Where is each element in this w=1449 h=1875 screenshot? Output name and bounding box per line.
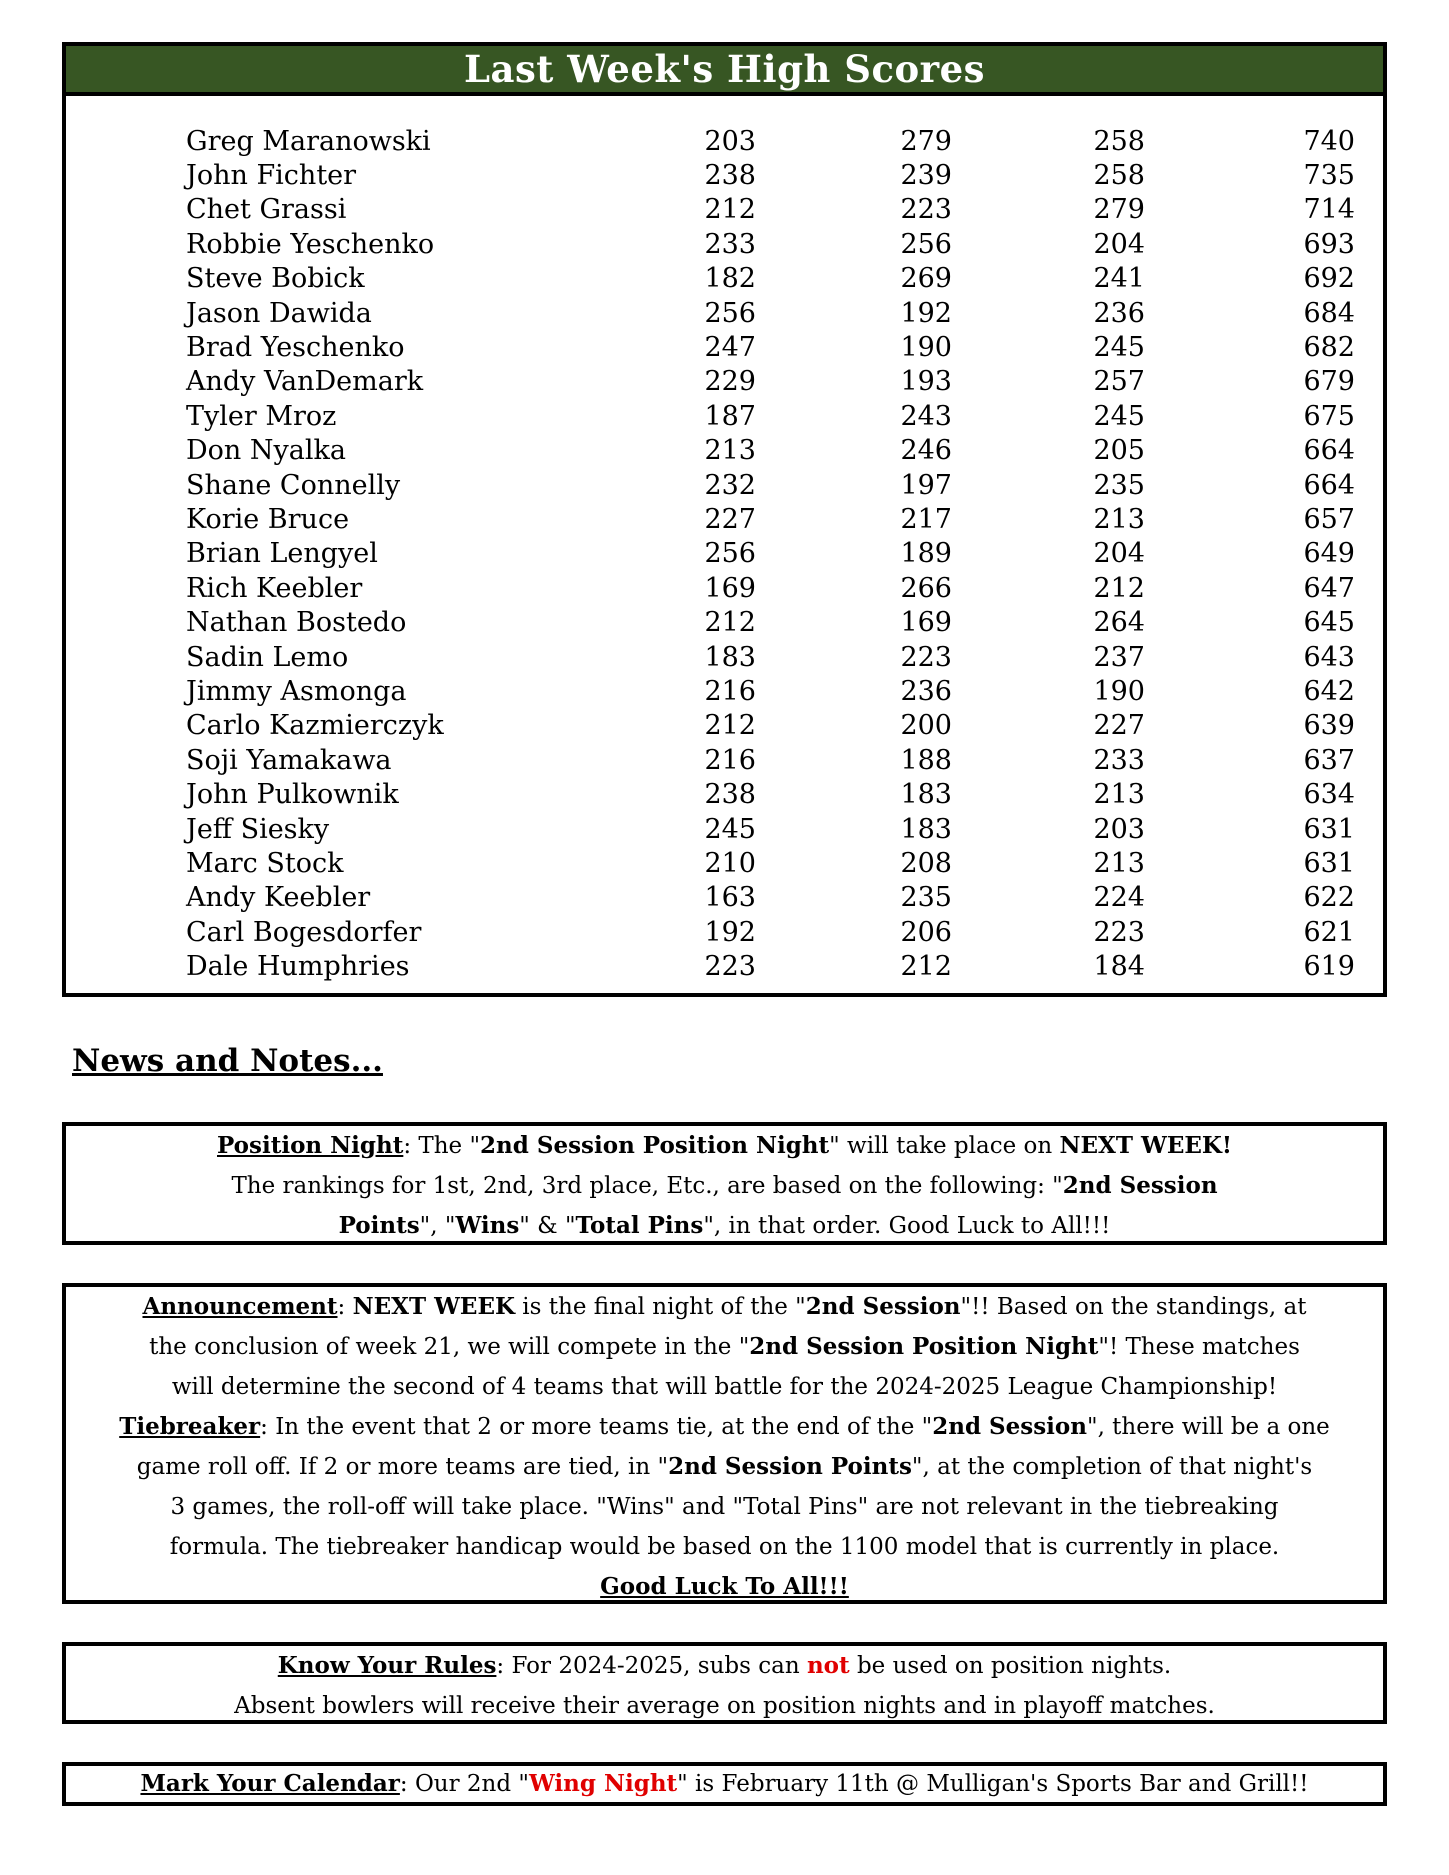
series-total: 649 [1303,538,1355,570]
note-text: "! These matches [1098,1334,1300,1360]
game-2-score: 235 [900,882,952,914]
note-emphasis: 2nd Session [805,1293,961,1320]
high-scores-table [186,124,1366,984]
series-total: 664 [1303,469,1355,501]
note-text: : Our 2nd " [399,1771,529,1797]
note-label: Know Your Rules [277,1652,497,1679]
series-total: 735 [1303,160,1355,192]
game-1-score: 238 [704,779,756,811]
note-line [66,1567,1383,1607]
note-emphasis: not [806,1652,850,1679]
score-row [186,674,1366,708]
series-total: 714 [1303,194,1355,226]
calendar-text [66,1766,1383,1802]
bowler-name: Brian Lengyel [186,538,378,570]
game-3-score: 204 [1093,228,1145,260]
score-row [186,640,1366,674]
game-2-score: 223 [900,194,952,226]
note-label: Announcement [142,1293,338,1320]
game-2-score: 212 [900,951,952,983]
game-1-score: 245 [704,813,756,845]
note-text: the conclusion of week 21, we will compete in the " [149,1334,750,1360]
note-text: formula. The tiebreaker handicap would be based on the 1100 model that is currently in place. [169,1534,1280,1560]
score-row [186,881,1366,915]
bowler-name: Steve Bobick [186,263,365,295]
game-2-score: 239 [900,160,952,192]
series-total: 679 [1303,366,1355,398]
bowler-name: Korie Bruce [186,503,350,535]
note-text: " will take place on [829,1133,1060,1159]
bowler-name: Don Nyalka [186,435,346,467]
game-3-score: 212 [1093,572,1145,604]
note-text: Absent bowlers will receive their average on position nights and in playoff matches. [234,1693,1215,1719]
note-line [66,1206,1383,1246]
game-1-score: 227 [704,503,756,535]
game-2-score: 206 [900,916,952,948]
note-emphasis: 2nd Session Position Night [480,1132,830,1159]
game-2-score: 192 [900,297,952,329]
note-label: Position Night [217,1132,404,1159]
game-3-score: 241 [1093,263,1145,295]
score-row [186,468,1366,502]
bowler-name: Chet Grassi [186,194,347,226]
note-text: ", in that order. Good Luck to All!!! [703,1213,1111,1239]
score-row [186,812,1366,846]
game-3-score: 258 [1093,160,1145,192]
note-line [66,1487,1383,1527]
note-emphasis: NEXT WEEK! [1059,1132,1232,1159]
game-3-score: 213 [1093,779,1145,811]
score-row [186,571,1366,605]
note-text: : For 2024-2025, subs can [496,1653,807,1679]
game-1-score: 212 [704,607,756,639]
score-row [186,777,1366,811]
note-line [66,1527,1383,1567]
high-scores-title: Last Week's High Scores [66,46,1383,96]
game-3-score: 190 [1093,675,1145,707]
game-3-score: 237 [1093,641,1145,673]
series-total: 682 [1303,332,1355,364]
score-row [186,262,1366,296]
bowler-name: Shane Connelly [186,469,401,501]
note-line [66,1686,1383,1726]
game-2-score: 189 [900,538,952,570]
bowler-name: Brad Yeschenko [186,332,405,364]
note-text: will determine the second of 4 teams that will battle for the 2024-2025 League Championship! [171,1374,1278,1400]
note-emphasis: Wins [455,1212,520,1239]
series-total: 637 [1303,744,1355,776]
game-3-score: 227 [1093,710,1145,742]
series-total: 692 [1303,263,1355,295]
game-3-score: 223 [1093,916,1145,948]
score-row [186,296,1366,330]
score-row [186,193,1366,227]
game-2-score: 246 [900,435,952,467]
series-total: 675 [1303,400,1355,432]
score-row [186,915,1366,949]
game-2-score: 200 [900,710,952,742]
bowler-name: Soji Yamakawa [186,744,392,776]
game-3-score: 213 [1093,503,1145,535]
bowler-name: Tyler Mroz [186,400,337,432]
game-2-score: 169 [900,607,952,639]
note-text: ", there will be a one [1086,1414,1330,1440]
series-total: 693 [1303,228,1355,260]
game-3-score: 245 [1093,332,1145,364]
note-text: : [337,1294,353,1320]
game-3-score: 184 [1093,951,1145,983]
game-1-score: 216 [704,744,756,776]
game-3-score: 213 [1093,847,1145,879]
series-total: 643 [1303,641,1355,673]
note-line [66,1327,1383,1367]
game-1-score: 233 [704,228,756,260]
game-1-score: 238 [704,160,756,192]
bowler-name: Robbie Yeschenko [186,228,435,260]
game-1-score: 163 [704,882,756,914]
note-line [66,1766,1383,1802]
game-2-score: 190 [900,332,952,364]
game-1-score: 213 [704,435,756,467]
rules-note [62,1642,1387,1724]
note-text: : In the event that 2 or more teams tie, at the end of the " [260,1414,933,1440]
bowler-name: Jason Dawida [186,297,372,329]
game-1-score: 212 [704,710,756,742]
position-night-note [62,1122,1387,1245]
game-2-score: 208 [900,847,952,879]
score-row [186,605,1366,639]
series-total: 645 [1303,607,1355,639]
game-3-score: 205 [1093,435,1145,467]
game-3-score: 279 [1093,194,1145,226]
series-total: 647 [1303,572,1355,604]
note-label: Good Luck To All!!! [600,1573,849,1600]
game-3-score: 224 [1093,882,1145,914]
game-3-score: 204 [1093,538,1145,570]
series-total: 634 [1303,779,1355,811]
series-total: 622 [1303,882,1355,914]
series-total: 639 [1303,710,1355,742]
game-1-score: 256 [704,297,756,329]
note-label: Tiebreaker [119,1413,261,1440]
note-line [66,1367,1383,1407]
note-line [66,1287,1383,1327]
note-text: The rankings for 1st, 2nd, 3rd place, Etc., are based on the following: " [231,1173,1063,1199]
game-2-score: 183 [900,779,952,811]
game-2-score: 193 [900,366,952,398]
bowler-name: Marc Stock [186,847,344,879]
note-emphasis: Total Pins [575,1212,704,1239]
note-line [66,1126,1383,1166]
game-2-score: 188 [900,744,952,776]
series-total: 642 [1303,675,1355,707]
game-1-score: 183 [704,641,756,673]
game-3-score: 264 [1093,607,1145,639]
bowler-name: Andy VanDemark [186,366,424,398]
note-line [66,1166,1383,1206]
announcement-text [66,1287,1383,1607]
game-3-score: 235 [1093,469,1145,501]
score-row [186,846,1366,880]
game-3-score: 236 [1093,297,1145,329]
game-1-score: 229 [704,366,756,398]
note-line [66,1447,1383,1487]
series-total: 684 [1303,297,1355,329]
bowler-name: Greg Maranowski [186,125,431,157]
note-text: be used on position nights. [849,1653,1172,1679]
score-row [186,158,1366,192]
game-1-score: 203 [704,125,756,157]
position-night-text [66,1126,1383,1246]
score-row [186,434,1366,468]
game-2-score: 269 [900,263,952,295]
game-3-score: 245 [1093,400,1145,432]
note-text: " is February 11th @ Mulligan's Sports Bar and Grill!! [677,1771,1309,1797]
score-row [186,399,1366,433]
game-1-score: 212 [704,194,756,226]
note-line [66,1407,1383,1447]
game-1-score: 187 [704,400,756,432]
game-1-score: 247 [704,332,756,364]
game-2-score: 279 [900,125,952,157]
bowler-name: Nathan Bostedo [186,607,407,639]
announcement-note [62,1283,1387,1604]
game-3-score: 233 [1093,744,1145,776]
calendar-note [62,1762,1387,1806]
game-1-score: 216 [704,675,756,707]
bowler-name: Carl Bogesdorfer [186,916,422,948]
score-row [186,709,1366,743]
high-scores-panel [62,42,1387,997]
game-1-score: 232 [704,469,756,501]
score-row [186,949,1366,983]
note-emphasis: 2nd Session Position Night [749,1333,1099,1360]
game-2-score: 183 [900,813,952,845]
bowler-name: Jeff Siesky [186,813,330,845]
bowler-name: Sadin Lemo [186,641,349,673]
series-total: 621 [1303,916,1355,948]
score-row [186,365,1366,399]
game-1-score: 182 [704,263,756,295]
note-text: ", " [419,1213,456,1239]
game-1-score: 223 [704,951,756,983]
note-text: 3 games, the roll-off will take place. "Wins" and "Total Pins" are not relevant in the tiebreaking [170,1494,1279,1520]
note-text: is the final night of the " [514,1294,806,1320]
series-total: 740 [1303,125,1355,157]
series-total: 664 [1303,435,1355,467]
game-1-score: 210 [704,847,756,879]
game-2-score: 243 [900,400,952,432]
game-3-score: 257 [1093,366,1145,398]
bowler-name: Carlo Kazmierczyk [186,710,444,742]
note-text: : The " [403,1133,481,1159]
game-2-score: 266 [900,572,952,604]
score-row [186,330,1366,364]
bowler-name: Jimmy Asmonga [186,675,407,707]
rules-text [66,1646,1383,1726]
bowler-name: John Pulkownik [186,779,399,811]
bowler-name: John Fichter [186,160,357,192]
bowler-name: Rich Keebler [186,572,363,604]
note-emphasis: Points [338,1212,420,1239]
series-total: 657 [1303,503,1355,535]
game-3-score: 203 [1093,813,1145,845]
note-line [66,1646,1383,1686]
game-1-score: 192 [704,916,756,948]
game-3-score: 258 [1093,125,1145,157]
note-text: " & " [519,1213,576,1239]
note-emphasis: NEXT WEEK [352,1293,515,1320]
game-2-score: 217 [900,503,952,535]
game-2-score: 197 [900,469,952,501]
series-total: 631 [1303,847,1355,879]
note-label: Mark Your Calendar [140,1770,400,1797]
score-row [186,502,1366,536]
note-text: game roll off. If 2 or more teams are tied, in " [136,1454,669,1480]
score-row [186,537,1366,571]
note-text: ", at the completion of that night's [911,1454,1313,1480]
news-heading: News and Notes... [72,1043,383,1079]
note-text: "!! Based on the standings, at [960,1294,1307,1320]
note-emphasis: Wing Night [529,1770,678,1797]
game-2-score: 223 [900,641,952,673]
bowler-name: Dale Humphries [186,951,410,983]
game-2-score: 236 [900,675,952,707]
note-emphasis: 2nd Session Points [668,1453,912,1480]
score-row [186,743,1366,777]
note-emphasis: 2nd Session [1062,1172,1218,1199]
game-1-score: 169 [704,572,756,604]
bowler-name: Andy Keebler [186,882,371,914]
game-1-score: 256 [704,538,756,570]
score-row [186,227,1366,261]
score-row [186,124,1366,158]
game-2-score: 256 [900,228,952,260]
series-total: 631 [1303,813,1355,845]
note-emphasis: 2nd Session [932,1413,1087,1440]
series-total: 619 [1303,951,1355,983]
